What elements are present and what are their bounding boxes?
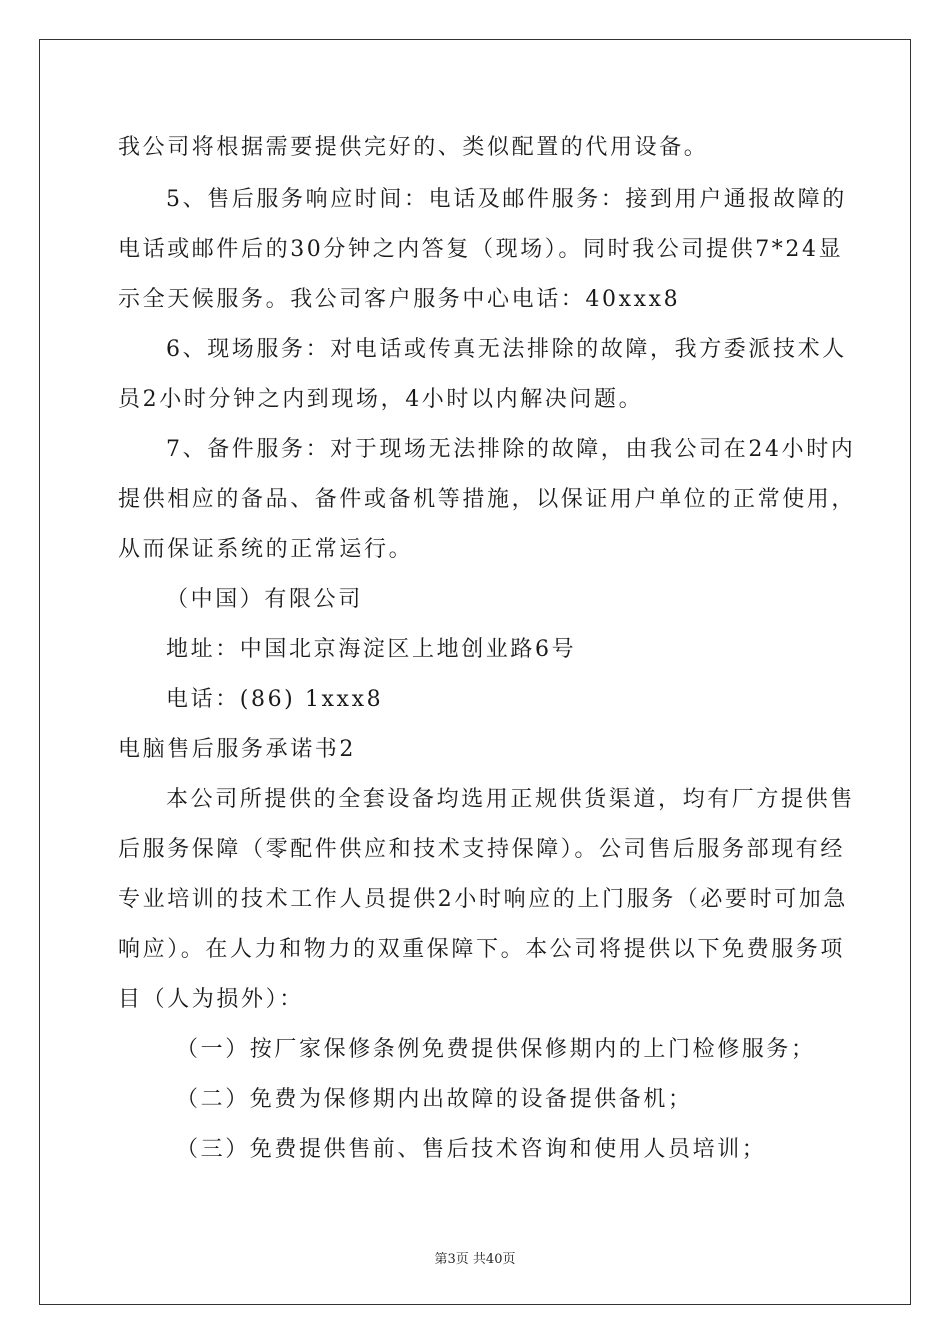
body-line: 我公司将根据需要提供完好的、类似配置的代用设备。 [118, 135, 709, 160]
list-item: （一）按厂家保修条例免费提供保修期内的上门检修服务； [176, 1037, 816, 1062]
section-title: 电脑售后服务承诺书2 [118, 737, 356, 762]
body-line: 专业培训的技术工作人员提供2小时响应的上门服务（必要时可加急 [118, 887, 848, 912]
list-item: （三）免费提供售前、售后技术咨询和使用人员培训； [176, 1137, 767, 1162]
body-line: 本公司所提供的全套设备均选用正规供货渠道，均有厂方提供售 [166, 787, 855, 812]
body-line: 目（人为损外）： [118, 987, 304, 1012]
body-line: 提供相应的备品、备件或备机等措施，以保证用户单位的正常使用， [118, 487, 857, 512]
body-line: 员2小时分钟之内到现场，4小时以内解决问题。 [118, 387, 644, 412]
body-line: 6、现场服务：对电话或传真无法排除的故障，我方委派技术人 [166, 337, 847, 362]
company-address: 地址：中国北京海淀区上地创业路6号 [166, 637, 577, 662]
company-phone: 电话：(86) 1xxx8 [166, 687, 384, 712]
body-line: 7、备件服务：对于现场无法排除的故障，由我公司在24小时内 [166, 437, 856, 462]
body-line: 5、售后服务响应时间：电话及邮件服务：接到用户通报故障的 [166, 187, 847, 212]
company-name: （中国）有限公司 [166, 587, 363, 612]
body-line: 从而保证系统的正常运行。 [118, 537, 414, 562]
page-number: 第3页 共40页 [434, 1252, 516, 1267]
body-line: 电话或邮件后的30分钟之内答复（现场）。同时我公司提供7*24显 [118, 237, 844, 262]
body-line: 响应）。在人力和物力的双重保障下。本公司将提供以下免费服务项 [118, 937, 846, 962]
body-line: 示全天候服务。我公司客户服务中心电话：40xxx8 [118, 287, 681, 312]
body-line: 后服务保障（零配件供应和技术支持保障）。公司售后服务部现有经 [118, 837, 846, 862]
list-item: （二）免费为保修期内出故障的设备提供备机； [176, 1087, 693, 1112]
